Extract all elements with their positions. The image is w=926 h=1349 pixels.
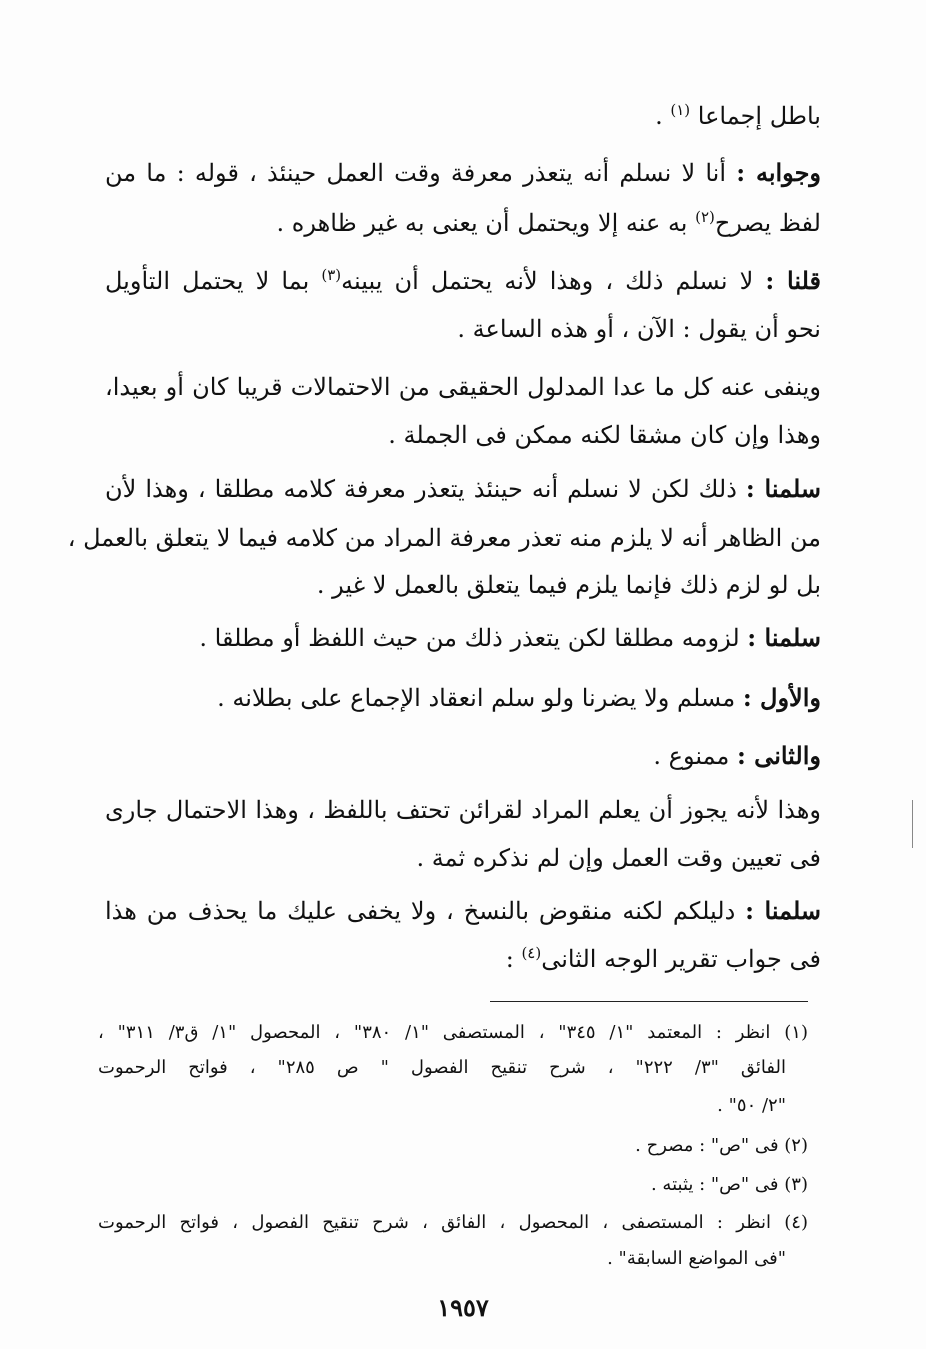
text-run: بما لا يحتمل التأويل <box>105 267 322 295</box>
text-line-11 <box>199 622 821 654</box>
paragraph-label: والأول : <box>742 683 821 712</box>
text-line-5: نحو أن يقول : الآن ، أو هذه الساعة . <box>457 315 821 343</box>
paragraph-label: والثانى : <box>736 741 821 770</box>
text-line-4 <box>105 265 821 297</box>
text-line-17 <box>506 943 821 975</box>
text-run: : <box>505 945 522 973</box>
text-run: لا نسلم ذلك ، وهذا لأنه يحتمل أن يبينه <box>341 267 766 295</box>
footnote-3: (٣) فى "ص" : يثبته . <box>650 1174 808 1195</box>
text-line-10: بل لو لزم ذلك فإنما يلزم فيما يتعلق بالعمل لا غير . <box>316 571 821 599</box>
paragraph-label: وجوابه : <box>736 158 821 187</box>
text-run: فى جواب تقرير الوجه الثانى <box>541 945 821 973</box>
footnote-ref-4: (٤) <box>521 944 542 962</box>
text-line-15: فى تعيين وقت العمل وإن لم نذكره ثمة . <box>416 844 821 872</box>
text-run: باطل إجماعا <box>697 102 821 130</box>
text-run: مسلم ولا يضرنا ولو سلم انعقاد الإجماع على بطلانه . <box>217 684 743 712</box>
text-run: . <box>655 102 663 130</box>
text-run: دليلكم لكنه منقوض بالنسخ ، ولا يخفى عليك ما يحذف من هذا <box>105 897 746 925</box>
footnote-1-line-3: "٢/ ٥٠" . <box>717 1095 786 1116</box>
margin-mark <box>912 800 913 848</box>
text-run: لزومه مطلقا لكن يتعذر ذلك من حيث اللفظ أو مطلقا . <box>199 624 748 652</box>
footnote-ref-1: (١) <box>670 101 691 119</box>
text-line-6: وينفى عنه كل ما عدا المدلول الحقيقى من الاحتمالات قريبا كان أو بعيدا، <box>105 373 821 401</box>
paragraph-label: سلمنا : <box>745 474 821 503</box>
text-line-2 <box>105 157 821 189</box>
text-run: أنا لا نسلم أنه يتعذر معرفة وقت العمل حينئذ ، قوله : ما من <box>105 159 737 187</box>
text-run: ممنوع . <box>653 742 737 770</box>
footnote-separator <box>490 1001 808 1002</box>
text-run: به عنه إلا ويحتمل أن يعنى به غير ظاهره . <box>276 209 696 237</box>
text-line-7: وهذا وإن كان مشقا لكنه ممكن فى الجملة . <box>388 421 821 449</box>
footnote-4-line-1: (٤) انظر : المستصفى ، المحصول ، الفائق ، شرح تنقيح الفصول ، فواتح الرحموت <box>98 1212 808 1233</box>
footnote-1-line-1: (١) انظر : المعتمد "١/ ٣٤٥" ، المستصفى "١/ ٣٨٠" ، المحصول "١/ ق٣/ ٣١١" ، <box>98 1022 808 1043</box>
footnote-ref-2: (٢) <box>695 208 715 226</box>
text-line-8 <box>105 473 821 505</box>
paragraph-label: سلمنا : <box>745 896 821 925</box>
footnote-4-line-2: "فى المواضع السابقة" . <box>607 1248 786 1269</box>
paragraph-label: قلنا : <box>765 266 822 295</box>
text-line-9: من الظاهر أنه لا يلزم منه تعذر معرفة المراد من كلامه فيما لا يتعلق بالعمل ، <box>67 524 821 552</box>
text-run: لفظ يصرح <box>714 209 821 237</box>
text-line-14: وهذا لأنه يجوز أن يعلم المراد لقرائن تحتف باللفظ ، وهذا الاحتمال جارى <box>105 796 821 824</box>
page-number: ١٩٥٧ <box>437 1293 489 1322</box>
text-line-13 <box>653 740 821 772</box>
text-line-3 <box>277 207 821 239</box>
footnote-2: (٢) فى "ص" : مصرح . <box>635 1135 808 1156</box>
paragraph-label: سلمنا : <box>747 623 821 652</box>
text-line-1 <box>655 100 821 132</box>
footnote-1-line-2: الفائق "٣/ ٢٢٢" ، شرح تنقيح الفصول " ص ٢٨٥" ، فواتح الرحموت <box>98 1057 786 1078</box>
footnote-ref-3: (٣) <box>321 266 342 284</box>
text-run: ذلك لكن لا نسلم أنه حينئذ يتعذر معرفة كلامه مطلقا ، وهذا لأن <box>105 475 746 503</box>
text-line-16 <box>105 895 821 927</box>
text-line-12 <box>217 682 821 714</box>
